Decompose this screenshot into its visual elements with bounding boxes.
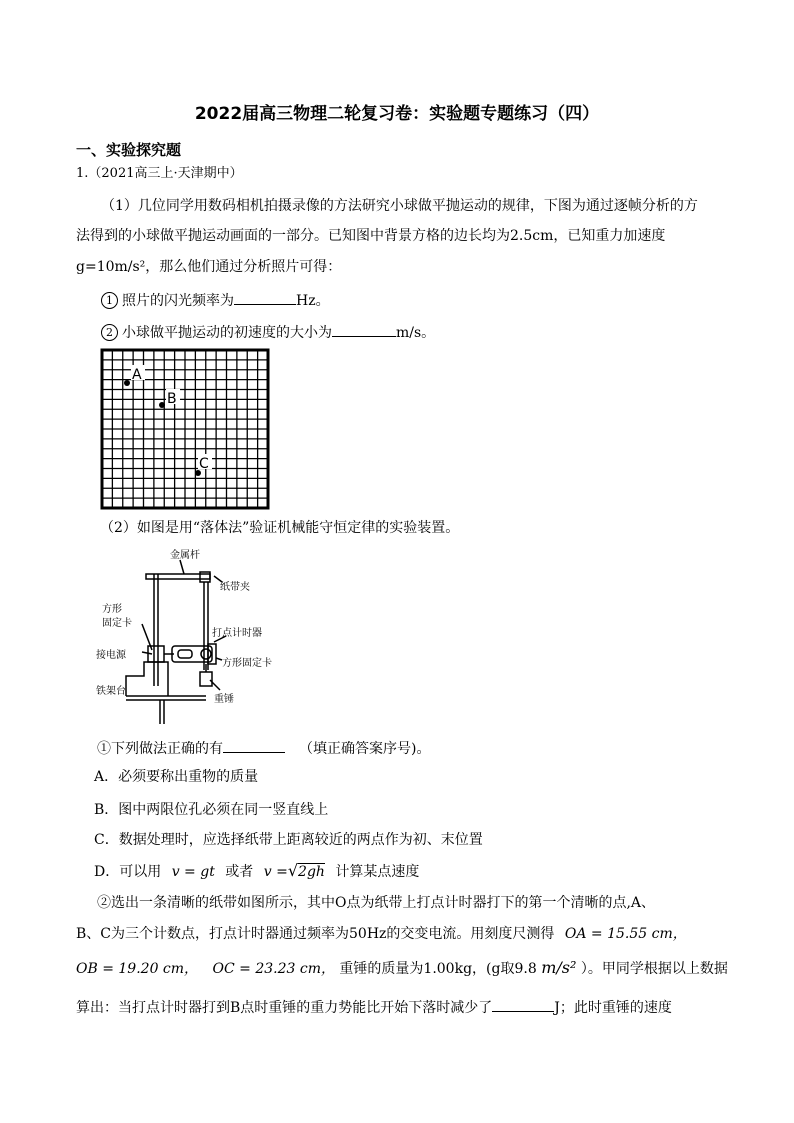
sub-question-2-line2: B、C为三个计数点，打点计时器通过频率为50Hz的交变电流。用刻度尺测得 OA = 15.55 cm， bbox=[76, 926, 687, 942]
item-1-number: 1 bbox=[101, 292, 118, 309]
label-b: B bbox=[167, 391, 177, 407]
item-2-number: 2 bbox=[101, 324, 118, 341]
measure-oc: OC = 23.23 cm， bbox=[212, 961, 335, 977]
answer-blank-frequency[interactable] bbox=[234, 290, 296, 305]
formula-v-sqrt: v = bbox=[263, 864, 288, 880]
page-title: 2022届高三物理二轮复习卷：实验题专题练习（四） bbox=[194, 104, 600, 124]
part1-line1: （1）几位同学用数码相机拍摄录像的方法研究小球做平抛运动的规律，下图为通过逐帧分析的方 bbox=[101, 198, 698, 214]
sub-question-2-line1: ②选出一条清晰的纸带如图所示，其中O点为纸带上打点计时器打下的第一个清晰的点,A、 bbox=[97, 895, 656, 911]
measure-ob: OB = 19.20 cm， bbox=[76, 961, 199, 977]
answer-blank-velocity[interactable] bbox=[332, 322, 396, 337]
measure-oa: OA = 15.55 cm， bbox=[564, 926, 687, 942]
sub-question-2-line3: OB = 19.20 cm， OC = 23.23 cm， 重锤的质量为1.00kg，(g取9.8 m/s² ）。甲同学根据以上数据 bbox=[76, 958, 728, 977]
part1-line3: g=10m/s²，那么他们通过分析照片可得： bbox=[76, 259, 342, 275]
apparatus-figure bbox=[96, 546, 276, 726]
sub-question-2-line4: 算出：当打点计时器打到B点时重锤的重力势能比开始下落时减少了 J；此时重锤的速度 bbox=[76, 997, 672, 1018]
label-tape-clip: 纸带夹 bbox=[220, 582, 250, 593]
label-timer: 打点计时器 bbox=[212, 628, 262, 639]
question-header: 1.（2021高三上·天津期中） bbox=[76, 166, 243, 181]
part2-intro: （2）如图是用“落体法”验证机械能守恒定律的实验装置。 bbox=[100, 520, 460, 536]
label-c: C bbox=[199, 456, 209, 472]
option-d: D．可以用 v = gt 或者 v =√2gh 计算某点速度 bbox=[94, 861, 420, 880]
label-weight: 重锤 bbox=[214, 694, 234, 705]
grid-lines bbox=[102, 350, 268, 508]
option-b: B．图中两限位孔必须在同一竖直线上 bbox=[94, 802, 329, 818]
label-square-clamp-2: 固定卡 bbox=[102, 618, 132, 629]
label-a: A bbox=[132, 367, 142, 383]
formula-v-gt: v = gt bbox=[171, 864, 215, 880]
ball-point-a bbox=[124, 380, 130, 386]
label-square-clamp-1: 方形 bbox=[102, 604, 122, 615]
answer-blank-energy[interactable] bbox=[492, 997, 554, 1012]
item-2: 2 小球做平抛运动的初速度的大小为 m/s。 bbox=[101, 322, 435, 343]
grid-photo-figure bbox=[100, 348, 272, 512]
part1-line2: 法得到的小球做平抛运动画面的一部分。已知图中背景方格的边长均为2.5cm，已知重力加速度 bbox=[76, 228, 666, 244]
label-right-clamp: 方形固定卡 bbox=[222, 658, 272, 669]
section-heading: 一、实验探究题 bbox=[76, 141, 182, 159]
unit-m-per-s2: m/s² bbox=[541, 958, 577, 977]
item-1: 1 照片的闪光频率为 Hz。 bbox=[101, 290, 330, 311]
formula-radicand: 2gh bbox=[298, 864, 325, 880]
option-a: A．必须要称出重物的质量 bbox=[94, 769, 259, 785]
label-metal-rod: 金属杆 bbox=[170, 550, 200, 561]
option-c: C．数据处理时，应选择纸带上距离较近的两点作为初、末位置 bbox=[94, 832, 483, 848]
ball-point-b bbox=[159, 402, 165, 408]
sub-question-1: ①下列做法正确的有 （填正确答案序号)。 bbox=[97, 738, 430, 759]
label-stand: 铁架台 bbox=[96, 686, 126, 697]
answer-blank-correct[interactable] bbox=[223, 738, 285, 753]
label-power: 接电源 bbox=[96, 650, 126, 661]
